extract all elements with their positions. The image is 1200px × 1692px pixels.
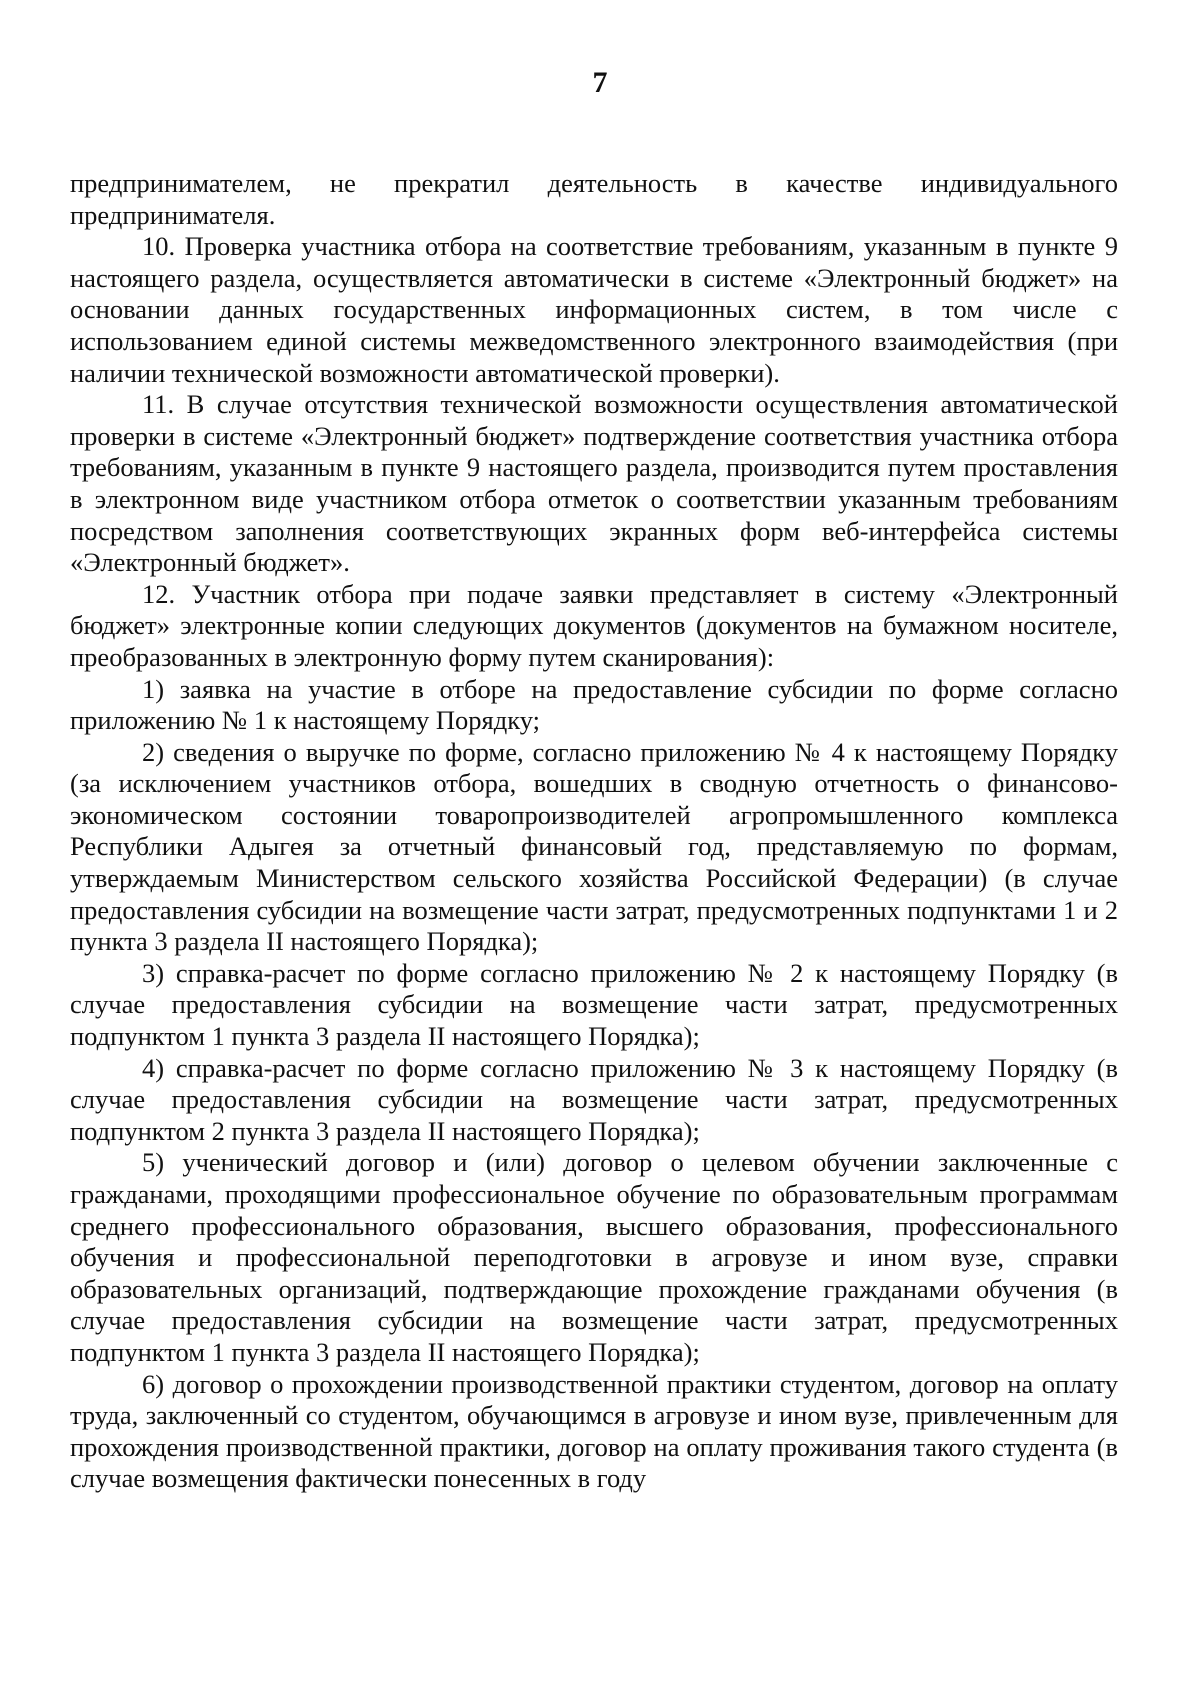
list-item-6: 6) договор о прохождении производственной практики студентом, договор на оплату труда, заключенный со студентом, обучающимся в агровузе и ином вузе, привлеченным для прохождения производственной практики, договор на оплату проживания такого студента (в случае возмещения фактически понесенных в году	[70, 1368, 1118, 1494]
list-item-4: 4) справка-расчет по форме согласно приложению № 3 к настоящему Порядку (в случае предоставления субсидии на возмещение части затрат, предусмотренных подпунктом 2 пункта 3 раздела II настоящего Порядка);	[70, 1052, 1118, 1146]
page-number: 7	[592, 66, 608, 99]
paragraph-11: 11. В случае отсутствия технической возможности осуществления автоматической проверки в системе «Электронный бюджет» подтверждение соответствия участника отбора требованиям, указанным в пункте 9 настоящего раздела, производится путем проставления в электронном виде участником отбора отметок о соответствии указанным требованиям посредством заполнения соответствующих экранных форм веб-интерфейса системы «Электронный бюджет».	[70, 389, 1118, 578]
paragraph-10: 10. Проверка участника отбора на соответствие требованиям, указанным в пункте 9 настоящего раздела, осуществляется автоматически в системе «Электронный бюджет» на основании данных государственных информационных систем, в том числе с использованием единой системы межведомственного электронного взаимодействия (при наличии технической возможности автоматической проверки).	[70, 231, 1118, 388]
paragraph-12: 12. Участник отбора при подаче заявки представляет в систему «Электронный бюджет» электронные копии следующих документов (документов на бумажном носителе, преобразованных в электронную форму путем сканирования):	[70, 578, 1118, 672]
list-item-3: 3) справка-расчет по форме согласно приложению № 2 к настоящему Порядку (в случае предоставления субсидии на возмещение части затрат, предусмотренных подпунктом 1 пункта 3 раздела II настоящего Порядка);	[70, 957, 1118, 1052]
paragraph-continuation: предпринимателем, не прекратил деятельность в качестве индивидуального предпринимателя.	[70, 168, 1118, 230]
list-item-5: 5) ученический договор и (или) договор о целевом обучении заключенные с гражданами, проходящими профессиональное обучение по образовательным программам среднего профессионального образования, высшего образования, профессионального обучения и профессиональной переподготовки в агровузе и ином вузе, справки образовательных организаций, подтверждающие прохождение гражданами обучения (в случае предоставления субсидии на возмещение части затрат, предусмотренных подпунктом 1 пункта 3 раздела II настоящего Порядка);	[70, 1147, 1118, 1367]
list-item-2: 2) сведения о выручке по форме, согласно приложению № 4 к настоящему Порядку (за исключением участников отбора, вошедших в сводную отчетность о финансово-экономическом состоянии товаропроизводителей агропромышленного комплекса Республики Адыгея за отчетный финансовый год, представляемую по формам, утверждаемым Министерством сельского хозяйства Российской Федерации) (в случае предоставления субсидии на возмещение части затрат, предусмотренных подпунктами 1 и 2 пункта 3 раздела II настоящего Порядка);	[70, 736, 1118, 957]
document-body	[70, 168, 1118, 1495]
list-item-1: 1) заявка на участие в отборе на предоставление субсидии по форме согласно приложению № 1 к настоящему Порядку;	[70, 673, 1118, 736]
